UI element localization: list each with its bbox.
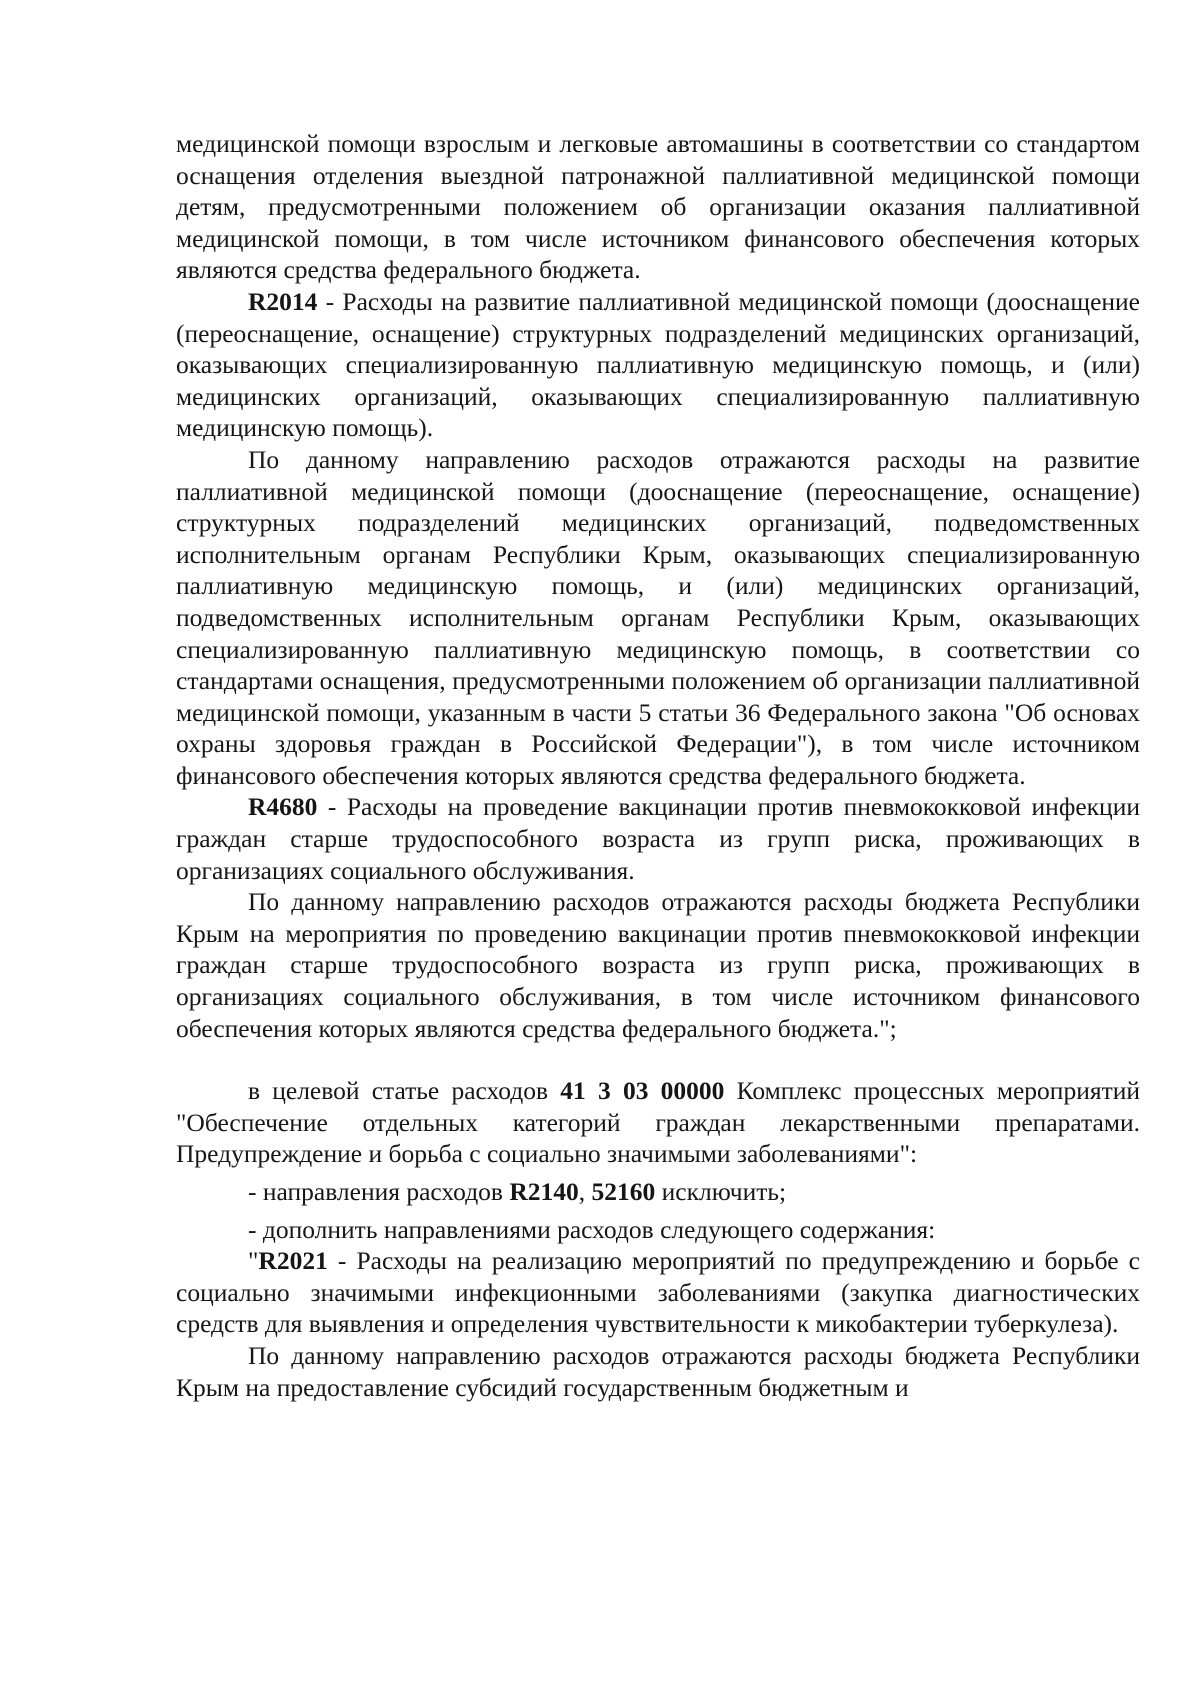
- expense-description: - Расходы на проведение вакцинации против пневмококковой инфекции граждан старше трудоспособного возраста из групп риска, проживающих в организациях социального обслуживания.: [176, 792, 1140, 885]
- expense-description: - Расходы на реализацию мероприятий по предупреждению и борьбе с социально значимыми инфекционными заболеваниями (закупка диагностических средств для выявления и определения чувствительности к микобактерии туберкулеза).: [176, 1246, 1140, 1339]
- expense-code: 52160: [591, 1177, 656, 1206]
- target-article-code: 41 3 03 00000: [560, 1076, 725, 1106]
- paragraph-r4680: [176, 791, 1140, 886]
- separator: ,: [578, 1177, 592, 1206]
- expense-code: R2021: [258, 1246, 328, 1276]
- paragraph-continuation: медицинской помощи взрослым и легковые автомашины в соответствии со стандартом оснащения отделения выездной патронажной паллиативной медицинской помощи детям, предусмотренными положением об организации оказания паллиативной медицинской помощи, в том числе источником финансового обеспечения которых являются средства федерального бюджета.: [176, 129, 1140, 285]
- opening-quote: ": [248, 1246, 259, 1276]
- paragraph-r2014-details: По данному направлению расходов отражаются расходы на развитие паллиативной медицинской помощи (дооснащение (переоснащение, оснащение) структурных подразделений медицинских организаций, подведомственных исполнительным органам Республики Крым, оказывающих специализированную паллиативную медицинскую помощь, и (или) медицинских организаций, подведомственных исполнительным органам Республики Крым, оказывающих специализированную паллиативную медицинскую помощь, в соответствии со стандартами оснащения, предусмотренными положением об организации паллиативной медицинской помощи, указанным в части 5 статьи 36 Федерального закона "Об основах охраны здоровья граждан в Российской Федерации"), в том числе источником финансового обеспечения которых являются средства федерального бюджета.: [176, 444, 1140, 790]
- expense-code: R4680: [248, 792, 318, 822]
- expense-code: R2140: [509, 1177, 579, 1206]
- paragraph-r2021: [176, 1245, 1140, 1340]
- document-body: [176, 128, 1140, 1403]
- text-after-code: исключить;: [655, 1177, 787, 1206]
- expense-description: - Расходы на развитие паллиативной медицинской помощи (дооснащение (переоснащение, оснащение) структурных подразделений медицинских организаций, оказывающих специализированную паллиативную медицинскую помощь, и (или) медицинских организаций, оказывающих специализированную паллиативную медицинскую помощь).: [176, 286, 1140, 443]
- paragraph-r4680-details: По данному направлению расходов отражаются расходы бюджета Республики Крым на мероприятия по проведению вакцинации против пневмококковой инфекции граждан старше трудоспособного возраста из групп риска, проживающих в организациях социального обслуживания, в том числе источником финансового обеспечения которых являются средства федерального бюджета.";: [176, 887, 1140, 1043]
- paragraph-r2021-details: По данному направлению расходов отражаются расходы бюджета Республики Крым на предоставление субсидий государственным бюджетным и: [176, 1340, 1140, 1402]
- paragraph-target-article: [176, 1075, 1140, 1170]
- paragraph-add: - дополнить направлениями расходов следующего содержания:: [248, 1214, 936, 1244]
- expense-code: R2014: [248, 286, 318, 316]
- text-before-code: в целевой статье расходов: [248, 1076, 561, 1106]
- paragraph-exclude: [176, 1176, 1140, 1208]
- text-before-code: - направления расходов: [248, 1177, 510, 1206]
- text-after-code: Комплекс процессных мероприятий "Обеспечение отдельных категорий граждан лекарственными препаратами. Предупреждение и борьба с социально значимыми заболеваниями":: [176, 1076, 1141, 1169]
- paragraph-r2014: [176, 286, 1140, 444]
